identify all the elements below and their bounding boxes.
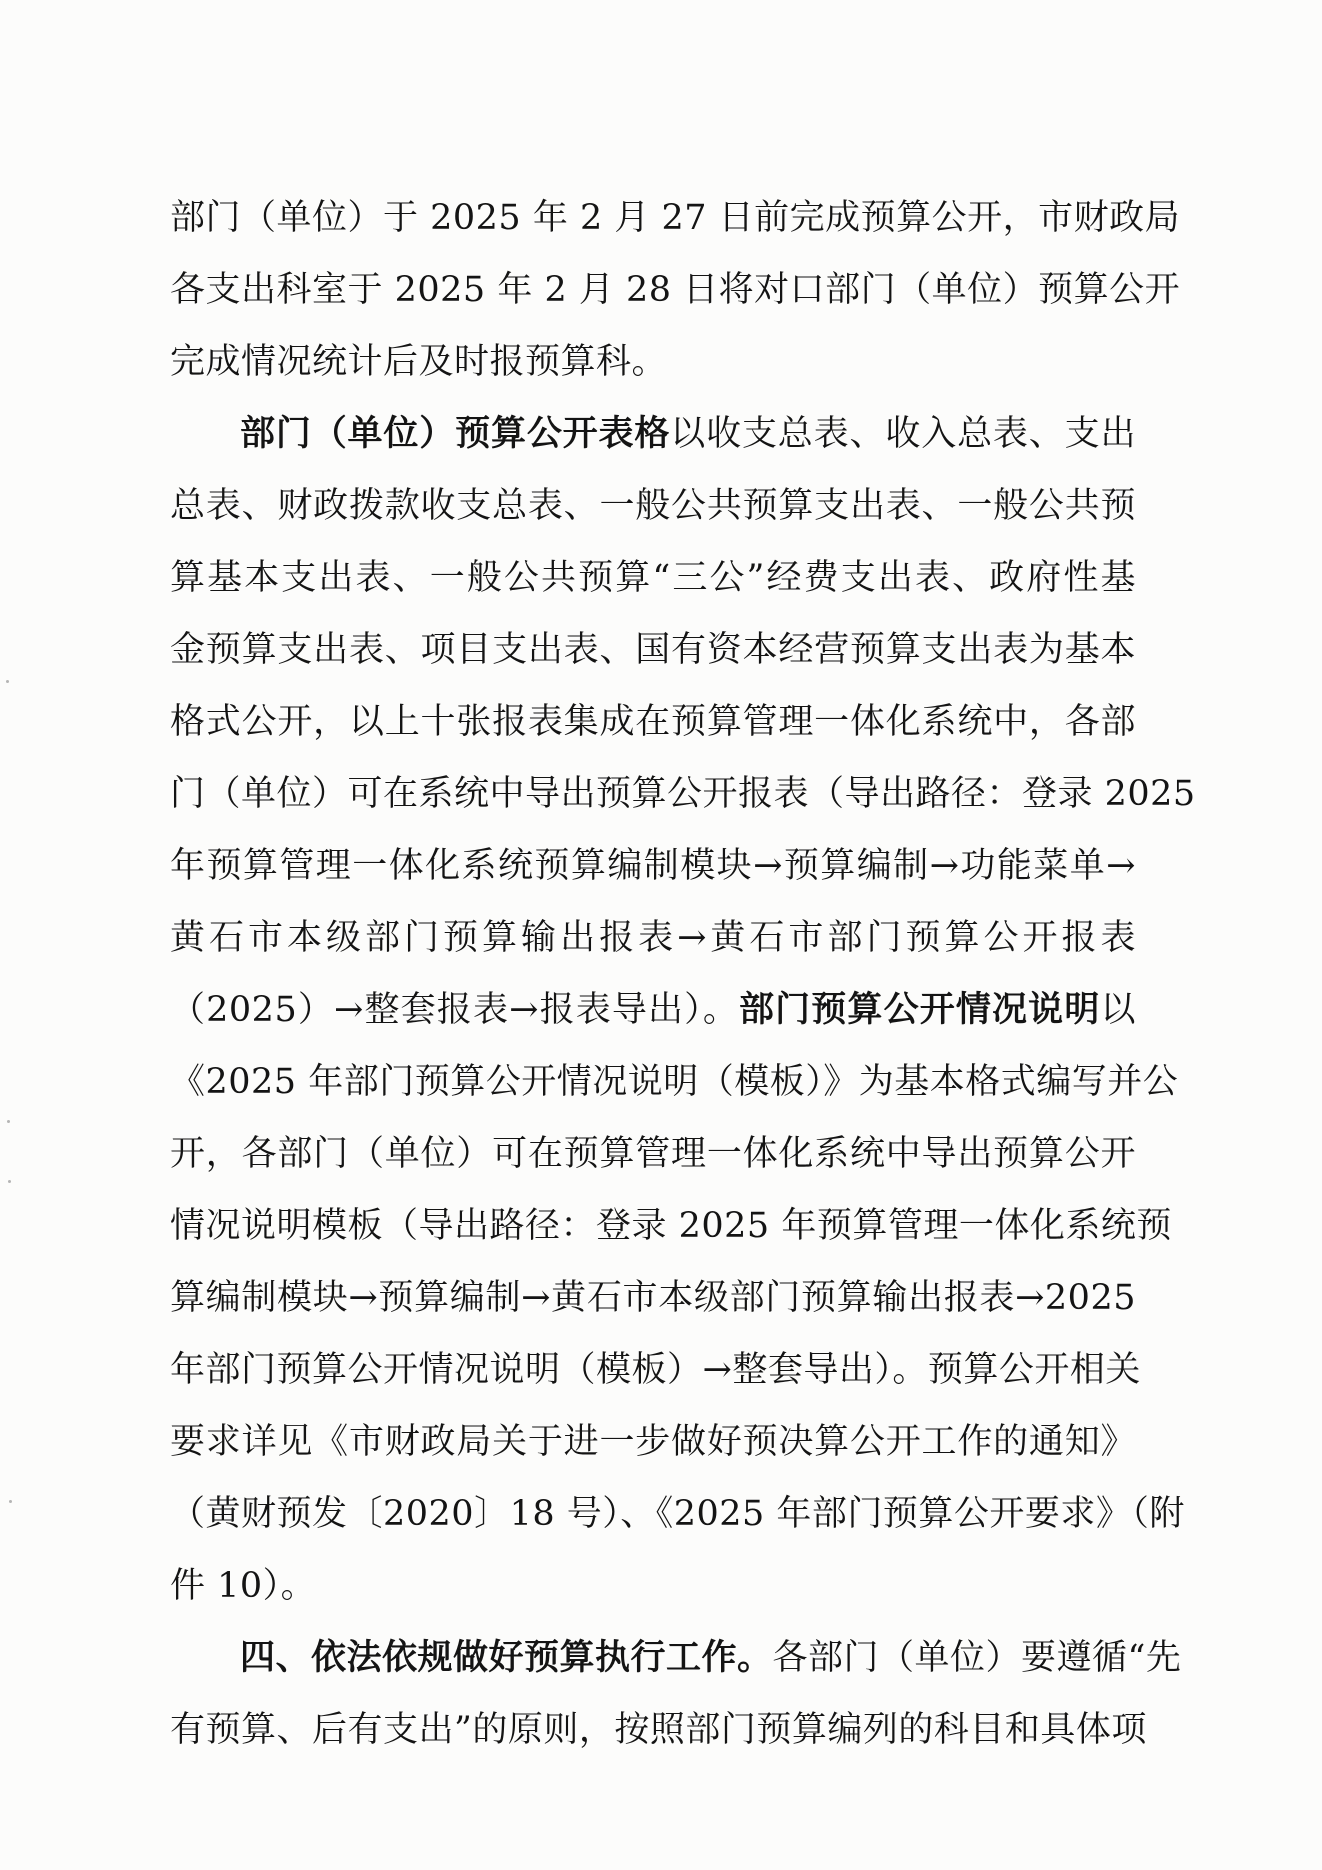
body-text: 以: [1100, 990, 1136, 1030]
body-text: 年部门预算公开情况说明（模板）→整套导出）。预算公开相关: [170, 1350, 1141, 1390]
text-line: [170, 1622, 1182, 1694]
text-line: [170, 830, 1136, 902]
text-line: [170, 1190, 1172, 1262]
text-line: [170, 758, 1196, 830]
body-text: 黄石市本级部门预算输出报表→黄石市部门预算公开报表: [170, 918, 1136, 958]
document-body: [170, 182, 1196, 1766]
body-text: 格式公开，以上十张报表集成在预算管理一体化系统中，各部: [170, 702, 1136, 742]
scan-artifact: [6, 680, 9, 683]
body-text: 各支出科室于 2025 年 2 月 28 日将对口部门（单位）预算公开: [170, 270, 1181, 310]
body-text: （黄财预发〔2020〕18 号）、《2025 年部门预算公开要求》（附: [170, 1494, 1185, 1534]
text-line: [170, 974, 1136, 1046]
text-line: [170, 1694, 1147, 1766]
body-text: 件 10）。: [170, 1566, 317, 1606]
bold-heading-text: 部门（单位）预算公开表格: [240, 414, 671, 454]
text-line: [170, 902, 1136, 974]
text-line: [170, 470, 1136, 542]
body-text: 年预算管理一体化系统预算编制模块→预算编制→功能菜单→: [170, 846, 1136, 886]
text-line: [170, 182, 1181, 254]
body-text: 要求详见《市财政局关于进一步做好预决算公开工作的通知》: [170, 1422, 1136, 1462]
body-text: 金预算支出表、项目支出表、国有资本经营预算支出表为基本: [170, 630, 1136, 670]
text-line: [170, 686, 1136, 758]
body-text: （2025）→整套报表→报表导出）。: [170, 990, 739, 1030]
text-line: [170, 1046, 1179, 1118]
text-line: [170, 326, 1136, 398]
text-line: [170, 254, 1181, 326]
scan-artifact: [8, 1180, 11, 1183]
text-line: [170, 614, 1136, 686]
body-text: 以收支总表、收入总表、支出: [670, 414, 1136, 454]
body-text: 部门（单位）于 2025 年 2 月 27 日前完成预算公开，市财政局: [170, 198, 1181, 238]
body-text: 完成情况统计后及时报预算科。: [170, 342, 668, 382]
body-text: 情况说明模板（导出路径：登录 2025 年预算管理一体化系统预: [170, 1206, 1172, 1246]
body-text: 算基本支出表、一般公共预算“三公”经费支出表、政府性基: [170, 558, 1136, 598]
text-line: [170, 1118, 1136, 1190]
text-line: [170, 1406, 1136, 1478]
scan-artifact: [9, 1500, 12, 1503]
text-line: [170, 1550, 1136, 1622]
text-line: [170, 1478, 1185, 1550]
body-text: 开，各部门（单位）可在预算管理一体化系统中导出预算公开: [170, 1134, 1136, 1174]
body-text: 算编制模块→预算编制→黄石市本级部门预算输出报表→2025: [170, 1278, 1136, 1318]
body-text: 《2025 年部门预算公开情况说明（模板）》为基本格式编写并公: [170, 1062, 1179, 1102]
body-text: 总表、财政拨款收支总表、一般公共预算支出表、一般公共预: [170, 486, 1136, 526]
body-text: 有预算、后有支出”的原则，按照部门预算编列的科目和具体项: [170, 1710, 1147, 1750]
bold-heading-text: 部门预算公开情况说明: [738, 990, 1101, 1030]
text-line: [170, 1262, 1136, 1334]
text-line: [170, 1334, 1141, 1406]
bold-heading-text: 四、依法依规做好预算执行工作。: [240, 1638, 773, 1678]
body-text: 各部门（单位）要遵循“先: [772, 1638, 1182, 1678]
text-line: [170, 542, 1136, 614]
body-text: 门（单位）可在系统中导出预算公开报表（导出路径：登录 2025: [170, 774, 1196, 814]
text-line: [170, 398, 1136, 470]
scan-artifact: [7, 1120, 10, 1123]
